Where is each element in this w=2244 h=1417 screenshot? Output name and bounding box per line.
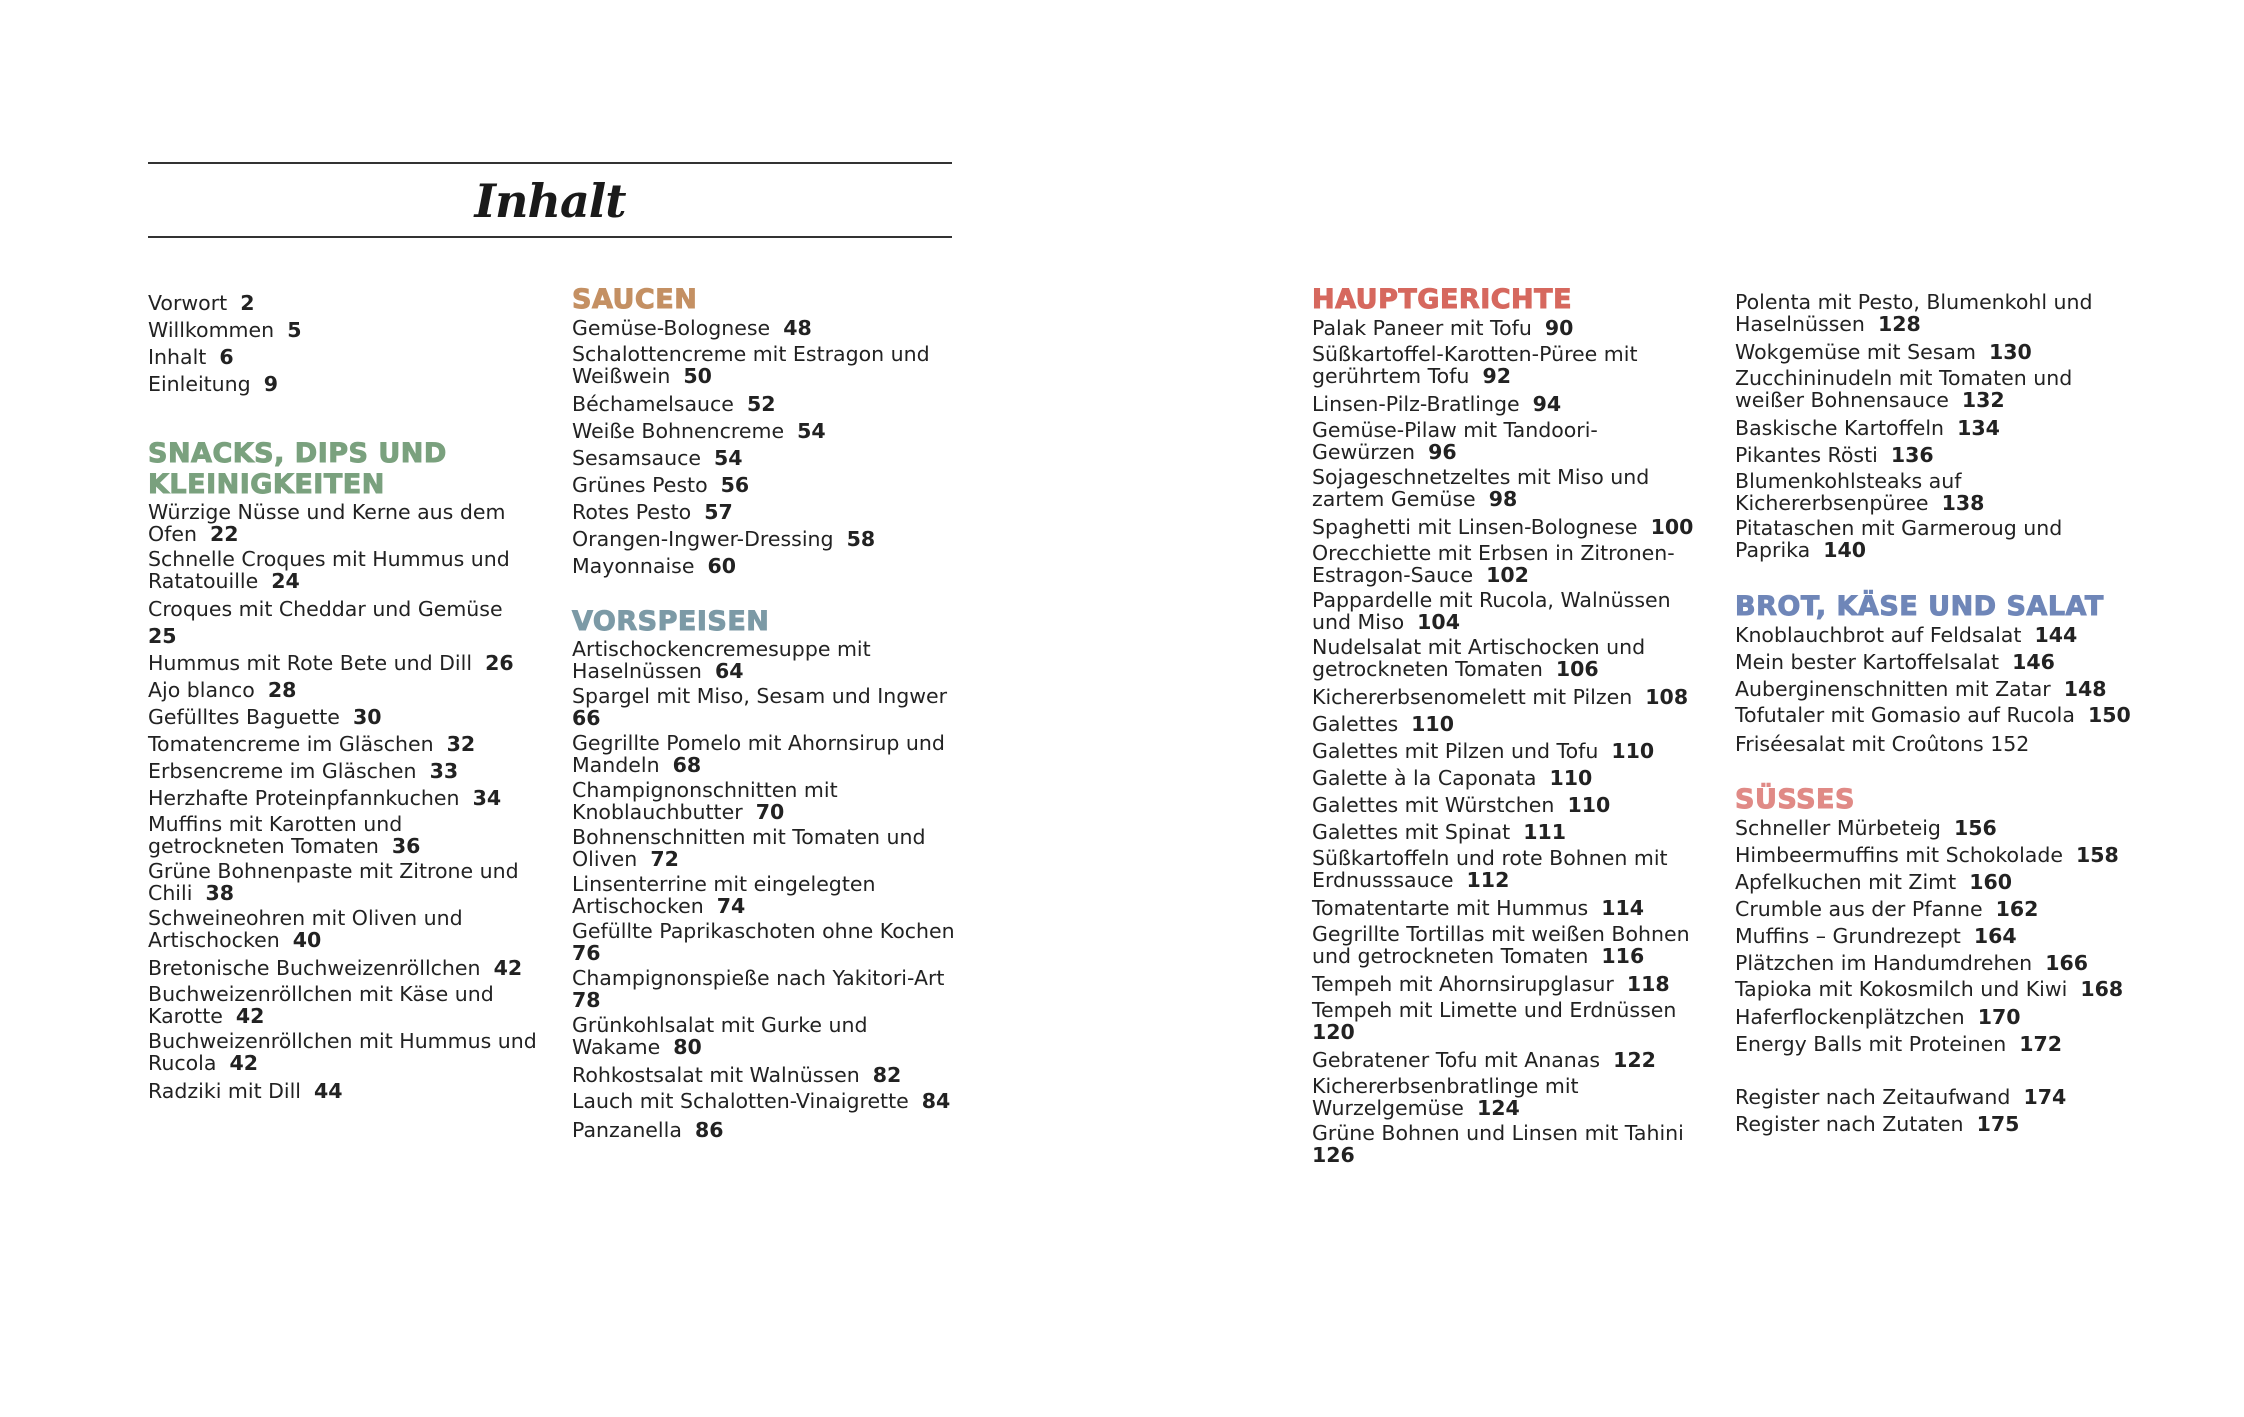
toc-entry[interactable] — [572, 499, 962, 526]
entry-title: Energy Balls mit Proteinen — [1735, 1032, 2007, 1056]
entry-page-number: 106 — [1555, 656, 1599, 681]
entry-page-number: 172 — [2019, 1032, 2063, 1056]
entry-page-number: 140 — [1823, 537, 1867, 562]
entry-page-number: 108 — [1645, 685, 1689, 709]
toc-entry[interactable] — [572, 827, 962, 870]
toc-entry[interactable] — [572, 1091, 962, 1113]
entry-title: Plätzchen im Handumdrehen — [1735, 950, 2033, 975]
toc-entry[interactable] — [1735, 869, 2135, 896]
entry-page-number: 50 — [683, 363, 712, 388]
toc-entry[interactable] — [572, 344, 962, 387]
entry-page-number: 54 — [797, 419, 826, 443]
entry-title: Grünes Pesto — [572, 473, 708, 497]
entry-title: Radziki mit Dill — [148, 1079, 301, 1103]
entry-title: Register nach Zutaten — [1735, 1112, 1964, 1136]
entry-page-number: 146 — [2012, 650, 2055, 674]
toc-entry[interactable] — [1735, 1004, 2135, 1031]
hauptgerichte-list — [1312, 315, 1697, 1166]
entry-title: Buchweizenröllchen mit Käse und Karotte — [148, 982, 494, 1028]
entry-title: Galettes mit Würstchen — [1312, 793, 1555, 817]
entry-page-number: 168 — [2080, 976, 2124, 1001]
toc-entry[interactable] — [1312, 1076, 1697, 1119]
toc-entry[interactable] — [1312, 315, 1697, 342]
entry-title: Tempeh mit Limette und Erdnüssen — [1312, 998, 1677, 1022]
entry-title: Spaghetti mit Linsen-Bolognese — [1312, 515, 1638, 539]
entry-page-number: 128 — [1877, 311, 1921, 336]
toc-entry[interactable] — [572, 391, 962, 418]
toc-entry[interactable] — [1312, 711, 1697, 738]
entry-page-number: 112 — [1466, 867, 1510, 892]
toc-entry[interactable] — [572, 418, 962, 445]
entry-title: Buchweizenröllchen mit Hummus und Rucola — [148, 1029, 537, 1075]
entry-page-number: 162 — [1995, 896, 2039, 921]
entry-title: Schweineohren mit Oliven und Artischocken — [148, 906, 463, 952]
entry-title: Artischockencremesuppe mit Haselnüssen — [572, 637, 871, 683]
entry-page-number: 94 — [1532, 392, 1562, 416]
entry-title: Auberginenschnitten mit Zatar — [1735, 677, 2051, 701]
entry-title: Süßkartoffeln und rote Bohnen mit Erdnusssauce — [1312, 846, 1668, 892]
entry-page-number: 102 — [1486, 562, 1529, 587]
entry-page-number: 38 — [205, 880, 234, 905]
entry-title: Friséesalat mit Croûtons 152 — [1735, 731, 2030, 756]
toc-entry[interactable] — [1735, 471, 2135, 514]
entry-title: Apfelkuchen mit Zimt — [1735, 869, 1957, 894]
entry-page-number: 52 — [746, 392, 776, 416]
entry-page-number: 158 — [2076, 842, 2119, 867]
entry-title: Weiße Bohnencreme — [572, 419, 785, 443]
entry-title: Haferflockenplätzchen — [1735, 1005, 1965, 1029]
entry-page-number: 170 — [1977, 1005, 2021, 1029]
toc-entry[interactable] — [1735, 705, 2135, 727]
entry-page-number: 122 — [1613, 1048, 1656, 1072]
entry-title: Schalottencreme mit Estragon und Weißwein — [572, 342, 930, 388]
toc-entry[interactable] — [1735, 842, 2135, 869]
entry-page-number: 22 — [210, 521, 239, 546]
entry-title: Spargel mit Miso, Sesam und Ingwer — [572, 684, 948, 708]
entry-title: Tapioka mit Kokosmilch und Kiwi — [1735, 976, 2068, 1001]
entry-page-number: 25 — [148, 624, 177, 648]
entry-title: Orecchiette mit Erbsen in Zitronen-Estragon-Sauce — [1312, 541, 1675, 587]
entry-page-number: 98 — [1488, 486, 1518, 511]
toc-entry[interactable] — [148, 955, 538, 982]
toc-entry[interactable] — [148, 650, 538, 677]
entry-page-number: 136 — [1890, 443, 1934, 467]
entry-title: Panzanella — [572, 1117, 682, 1142]
entry-title: Gemüse-Pilaw mit Tandoori-Gewürzen — [1312, 418, 1598, 464]
toc-entry[interactable] — [572, 1062, 962, 1089]
entry-page-number: 100 — [1650, 515, 1694, 539]
entry-page-number: 34 — [472, 786, 502, 810]
entry-title: Galettes — [1312, 712, 1399, 736]
entry-title: Gemüse-Bolognese — [572, 316, 771, 340]
entry-page-number: 126 — [1312, 1142, 1355, 1167]
entry-page-number: 2 — [240, 291, 255, 315]
entry-title: Nudelsalat mit Artischocken und getrockneten Tomaten — [1312, 635, 1646, 681]
toc-entry[interactable] — [1312, 344, 1697, 387]
toc-entry[interactable] — [148, 371, 538, 398]
toc-entry[interactable] — [1312, 971, 1697, 998]
entry-page-number: 40 — [292, 927, 322, 952]
toc-entry[interactable] — [148, 758, 538, 785]
toc-entry[interactable] — [1735, 368, 2135, 411]
toc-entry[interactable] — [148, 549, 538, 592]
entry-title: Bohnenschnitten mit Tomaten und Oliven — [572, 825, 926, 871]
entry-title: Schneller Mürbeteig — [1735, 815, 1941, 840]
toc-entry[interactable] — [572, 733, 962, 776]
entry-page-number: 32 — [446, 732, 476, 756]
toc-entry[interactable] — [1312, 819, 1697, 846]
toc-entry[interactable] — [572, 315, 962, 342]
entry-title: Ajo blanco — [148, 678, 255, 702]
entry-page-number: 28 — [267, 678, 297, 702]
entry-title: Pappardelle mit Rucola, Walnüssen und Miso — [1312, 588, 1671, 634]
suesses-list — [1735, 815, 2135, 1059]
entry-page-number: 148 — [2063, 677, 2107, 701]
entry-title: Sesamsauce — [572, 446, 701, 470]
intro-list — [148, 290, 538, 398]
entry-page-number: 138 — [1941, 490, 1985, 515]
toc-entry[interactable] — [1312, 1000, 1697, 1043]
entry-title: Crumble aus der Pfanne — [1735, 896, 1983, 921]
entry-title: Galettes mit Pilzen und Tofu — [1312, 739, 1599, 763]
entry-title: Schnelle Croques mit Hummus und Ratatouille — [148, 547, 510, 593]
page-title: Inhalt — [474, 174, 626, 228]
entry-page-number: 132 — [1961, 387, 2005, 412]
entry-title: Linsen-Pilz-Bratlinge — [1312, 392, 1520, 416]
entry-page-number: 82 — [872, 1063, 902, 1087]
toc-entry[interactable] — [148, 317, 538, 344]
entry-page-number: 110 — [1411, 712, 1454, 736]
toc-entry[interactable] — [1735, 1111, 2135, 1138]
entry-page-number: 72 — [650, 846, 679, 871]
entry-page-number: 92 — [1482, 363, 1511, 388]
entry-title: Galette à la Caponata — [1312, 766, 1537, 790]
entry-title: Süßkartoffel-Karotten-Püree mit gerührtem Tofu — [1312, 342, 1638, 388]
entry-title: Tomatentarte mit Hummus — [1312, 896, 1589, 920]
entry-page-number: 86 — [694, 1117, 724, 1142]
entry-title: Gefüllte Paprikaschoten ohne Kochen — [572, 919, 955, 943]
entry-title: Würzige Nüsse und Kerne aus dem Ofen — [148, 500, 506, 546]
entry-title: Lauch mit Schalotten-Vinaigrette — [572, 1089, 909, 1113]
entry-title: Kichererbsenomelett mit Pilzen — [1312, 685, 1633, 709]
toc-entry[interactable] — [148, 908, 538, 951]
entry-page-number: 160 — [1969, 869, 2012, 894]
toc-entry[interactable] — [572, 526, 962, 553]
toc-column-3 — [1312, 284, 1697, 1170]
toc-entry[interactable] — [1312, 637, 1697, 680]
entry-page-number: 150 — [2087, 703, 2131, 727]
toc-entry[interactable] — [148, 814, 538, 857]
toc-entry[interactable] — [1312, 514, 1697, 541]
entry-page-number: 54 — [714, 446, 743, 470]
toc-entry[interactable] — [1735, 442, 2135, 469]
toc-entry[interactable] — [1312, 684, 1697, 711]
toc-entry[interactable] — [1312, 590, 1697, 633]
toc-entry[interactable] — [1312, 792, 1697, 819]
entry-title: Inhalt — [148, 345, 207, 369]
entry-title: Palak Paneer mit Tofu — [1312, 316, 1532, 340]
entry-title: Tofutaler mit Gomasio auf Rucola — [1735, 703, 2075, 727]
entry-title: Willkommen — [148, 318, 275, 342]
entry-page-number: 110 — [1611, 739, 1655, 763]
toc-entry[interactable] — [1312, 765, 1697, 792]
brot-list — [1735, 622, 2135, 758]
entry-page-number: 33 — [429, 759, 459, 783]
entry-title: Gebratener Tofu mit Ananas — [1312, 1048, 1601, 1072]
toc-entry[interactable] — [148, 861, 538, 904]
toc-entry[interactable] — [1735, 415, 2135, 442]
entry-page-number: 58 — [846, 527, 876, 551]
toc-entry[interactable] — [1735, 896, 2135, 923]
register-list — [1735, 1084, 2135, 1138]
entry-page-number: 74 — [716, 893, 746, 918]
toc-entry[interactable] — [1312, 1123, 1697, 1166]
toc-entry[interactable] — [1312, 467, 1697, 510]
entry-title: Polenta mit Pesto, Blumenkohl und Haselnüssen — [1735, 290, 2093, 336]
entry-title: Himbeermuffins mit Schokolade — [1735, 842, 2063, 867]
toc-entry[interactable] — [1735, 292, 2135, 335]
toc-entry[interactable] — [1312, 895, 1697, 922]
toc-entry[interactable] — [572, 686, 962, 729]
entry-page-number: 70 — [755, 799, 785, 824]
entry-title: Hummus mit Rote Bete und Dill — [148, 651, 473, 675]
entry-title: Grüne Bohnen und Linsen mit Tahini — [1312, 1121, 1684, 1145]
toc-entry[interactable] — [1312, 391, 1697, 418]
toc-entry[interactable] — [572, 445, 962, 472]
entry-title: Knoblauchbrot auf Feldsalat — [1735, 623, 2022, 647]
title-rule-top — [148, 162, 952, 164]
toc-entry[interactable] — [148, 984, 538, 1027]
toc-column-1 — [148, 290, 538, 1105]
entry-title: Rotes Pesto — [572, 500, 692, 524]
entry-page-number: 116 — [1601, 943, 1645, 968]
entry-page-number: 60 — [707, 554, 737, 578]
toc-entry[interactable] — [572, 1015, 962, 1058]
entry-title: Champignonschnitten mit Knoblauchbutter — [572, 778, 838, 824]
saucen-list — [572, 315, 962, 580]
entry-title: Wokgemüse mit Sesam — [1735, 340, 1976, 364]
toc-entry[interactable] — [1312, 924, 1697, 967]
entry-page-number: 124 — [1476, 1095, 1520, 1120]
entry-page-number: 42 — [493, 956, 523, 980]
entry-title: Grünkohlsalat mit Gurke und Wakame — [572, 1013, 868, 1059]
entry-page-number: 42 — [235, 1003, 265, 1028]
entry-page-number: 144 — [2034, 623, 2078, 647]
entry-page-number: 130 — [1988, 340, 2032, 364]
entry-title: Register nach Zeitaufwand — [1735, 1085, 2011, 1109]
entry-page-number: 166 — [2045, 950, 2088, 975]
snacks-list — [148, 502, 538, 1105]
section-heading-vorspeisen: VORSPEISEN — [572, 606, 770, 637]
entry-title: Grüne Bohnenpaste mit Zitrone und Chili — [148, 859, 519, 905]
toc-column-2 — [572, 284, 962, 1144]
toc-entry[interactable] — [1735, 339, 2135, 366]
toc-entry[interactable] — [1735, 676, 2135, 703]
toc-entry[interactable] — [148, 731, 538, 758]
toc-entry[interactable] — [1735, 649, 2135, 676]
entry-page-number: 174 — [2023, 1085, 2067, 1109]
entry-page-number: 26 — [485, 651, 514, 675]
vorspeisen-list — [572, 639, 962, 1144]
entry-page-number: 80 — [673, 1034, 702, 1059]
entry-page-number: 114 — [1601, 896, 1645, 920]
entry-title: Gefülltes Baguette — [148, 705, 340, 729]
entry-title: Kichererbsenbratlinge mit Wurzelgemüse — [1312, 1074, 1579, 1120]
toc-entry[interactable] — [148, 785, 538, 812]
entry-title: Tomatencreme im Gläschen — [148, 732, 434, 756]
entry-page-number: 9 — [263, 372, 278, 396]
entry-page-number: 164 — [1973, 923, 2017, 948]
entry-title: Gegrillte Pomelo mit Ahornsirup und Mandeln — [572, 731, 945, 777]
toc-entry[interactable] — [1735, 976, 2135, 1001]
entry-page-number: 44 — [314, 1079, 343, 1103]
toc-entry[interactable] — [572, 553, 962, 580]
section-heading-saucen: SAUCEN — [572, 284, 698, 315]
toc-entry[interactable] — [1312, 543, 1697, 586]
entry-page-number: 24 — [271, 568, 300, 593]
toc-entry[interactable] — [1735, 518, 2135, 561]
toc-entry[interactable] — [1735, 815, 2135, 842]
toc-entry[interactable] — [572, 921, 962, 964]
entry-title: Sojageschnetzeltes mit Miso und zartem Gemüse — [1312, 465, 1650, 511]
toc-entry[interactable] — [572, 639, 962, 682]
entry-page-number: 42 — [229, 1050, 258, 1075]
entry-page-number: 90 — [1544, 316, 1574, 340]
entry-page-number: 118 — [1626, 972, 1670, 996]
entry-title: Tempeh mit Ahornsirupglasur — [1312, 972, 1614, 996]
entry-title: Linsenterrine mit eingelegten Artischocken — [572, 872, 876, 918]
hauptgerichte-continued-list — [1735, 292, 2135, 561]
toc-entry[interactable] — [1735, 1084, 2135, 1111]
entry-title: Mein bester Kartoffelsalat — [1735, 650, 2000, 674]
toc-entry[interactable] — [572, 874, 962, 917]
entry-page-number: 110 — [1549, 766, 1593, 790]
toc-entry[interactable] — [148, 1031, 538, 1074]
toc-entry[interactable] — [572, 780, 962, 823]
entry-page-number: 175 — [1976, 1112, 2020, 1136]
toc-entry[interactable] — [148, 502, 538, 545]
entry-page-number: 84 — [921, 1089, 951, 1113]
entry-page-number: 96 — [1428, 439, 1457, 464]
entry-page-number: 64 — [714, 658, 744, 683]
entry-title: Zucchininudeln mit Tomaten und weißer Bohnensauce — [1735, 366, 2073, 412]
toc-entry[interactable] — [572, 1117, 962, 1144]
toc-entry[interactable] — [1735, 1031, 2135, 1058]
entry-title: Galettes mit Spinat — [1312, 820, 1511, 844]
entry-page-number: 57 — [704, 500, 733, 524]
entry-title: Bretonische Buchweizenröllchen — [148, 956, 481, 980]
toc-entry[interactable] — [148, 1078, 538, 1105]
entry-title: Pikantes Rösti — [1735, 443, 1878, 467]
entry-page-number: 68 — [672, 752, 702, 777]
entry-title: Rohkostsalat mit Walnüssen — [572, 1063, 860, 1087]
section-heading-snacks: SNACKS, DIPS UND KLEINIGKEITEN — [148, 438, 447, 500]
entry-page-number: 30 — [352, 705, 382, 729]
entry-title: Croques mit Cheddar und Gemüse — [148, 597, 503, 621]
entry-title: Einleitung — [148, 372, 251, 396]
entry-title: Champignonspieße nach Yakitori-Art — [572, 966, 945, 990]
toc-entry[interactable] — [148, 290, 538, 317]
section-heading-brot: BROT, KÄSE UND SALAT — [1735, 591, 2104, 622]
entry-page-number: 120 — [1312, 1019, 1355, 1044]
entry-title: Muffins mit Karotten und getrockneten Tomaten — [148, 812, 403, 858]
entry-page-number: 6 — [219, 345, 234, 369]
toc-entry[interactable] — [148, 596, 538, 650]
toc-entry[interactable] — [148, 344, 538, 371]
entry-page-number: 104 — [1417, 609, 1460, 634]
toc-column-4 — [1735, 290, 2135, 1138]
entry-page-number: 76 — [572, 940, 601, 965]
toc-entry[interactable] — [1312, 738, 1697, 765]
entry-page-number: 134 — [1957, 416, 2000, 440]
entry-page-number: 110 — [1567, 793, 1611, 817]
entry-title: Béchamelsauce — [572, 392, 734, 416]
toc-entry[interactable] — [1735, 950, 2135, 977]
toc-entry[interactable] — [1735, 923, 2135, 950]
entry-page-number: 156 — [1953, 815, 1997, 840]
toc-entry[interactable] — [148, 677, 538, 704]
section-heading-hauptgerichte: HAUPTGERICHTE — [1312, 284, 1573, 315]
entry-title: Orangen-Ingwer-Dressing — [572, 527, 834, 551]
title-rule-bottom — [148, 236, 952, 238]
entry-title: Muffins – Grundrezept — [1735, 923, 1961, 948]
toc-entry[interactable] — [1312, 1047, 1697, 1074]
toc-entry[interactable] — [1735, 731, 2135, 758]
entry-title: Blumenkohlsteaks auf Kichererbsenpüree — [1735, 469, 1962, 515]
entry-page-number: 56 — [720, 473, 750, 497]
entry-page-number: 5 — [287, 318, 302, 342]
toc-entry[interactable] — [148, 704, 538, 731]
entry-title: Gegrillte Tortillas mit weißen Bohnen und getrockneten Tomaten — [1312, 922, 1690, 968]
toc-entry[interactable] — [572, 472, 962, 499]
entry-page-number: 66 — [572, 705, 601, 730]
toc-entry[interactable] — [572, 968, 962, 1011]
entry-title: Pitataschen mit Garmeroug und Paprika — [1735, 516, 2063, 562]
entry-title: Mayonnaise — [572, 554, 695, 578]
toc-entry[interactable] — [1735, 622, 2135, 649]
entry-title: Herzhafte Proteinpfannkuchen — [148, 786, 460, 810]
entry-title: Erbsencreme im Gläschen — [148, 759, 417, 783]
entry-page-number: 111 — [1523, 820, 1567, 844]
entry-title: Baskische Kartoffeln — [1735, 416, 1945, 440]
section-heading-suesses: SÜSSES — [1735, 783, 1855, 815]
toc-entry[interactable] — [1312, 420, 1697, 463]
toc-entry[interactable] — [1312, 848, 1697, 891]
entry-page-number: 78 — [572, 987, 601, 1012]
entry-page-number: 48 — [783, 316, 812, 340]
entry-page-number: 36 — [391, 833, 421, 858]
entry-title: Vorwort — [148, 291, 228, 315]
